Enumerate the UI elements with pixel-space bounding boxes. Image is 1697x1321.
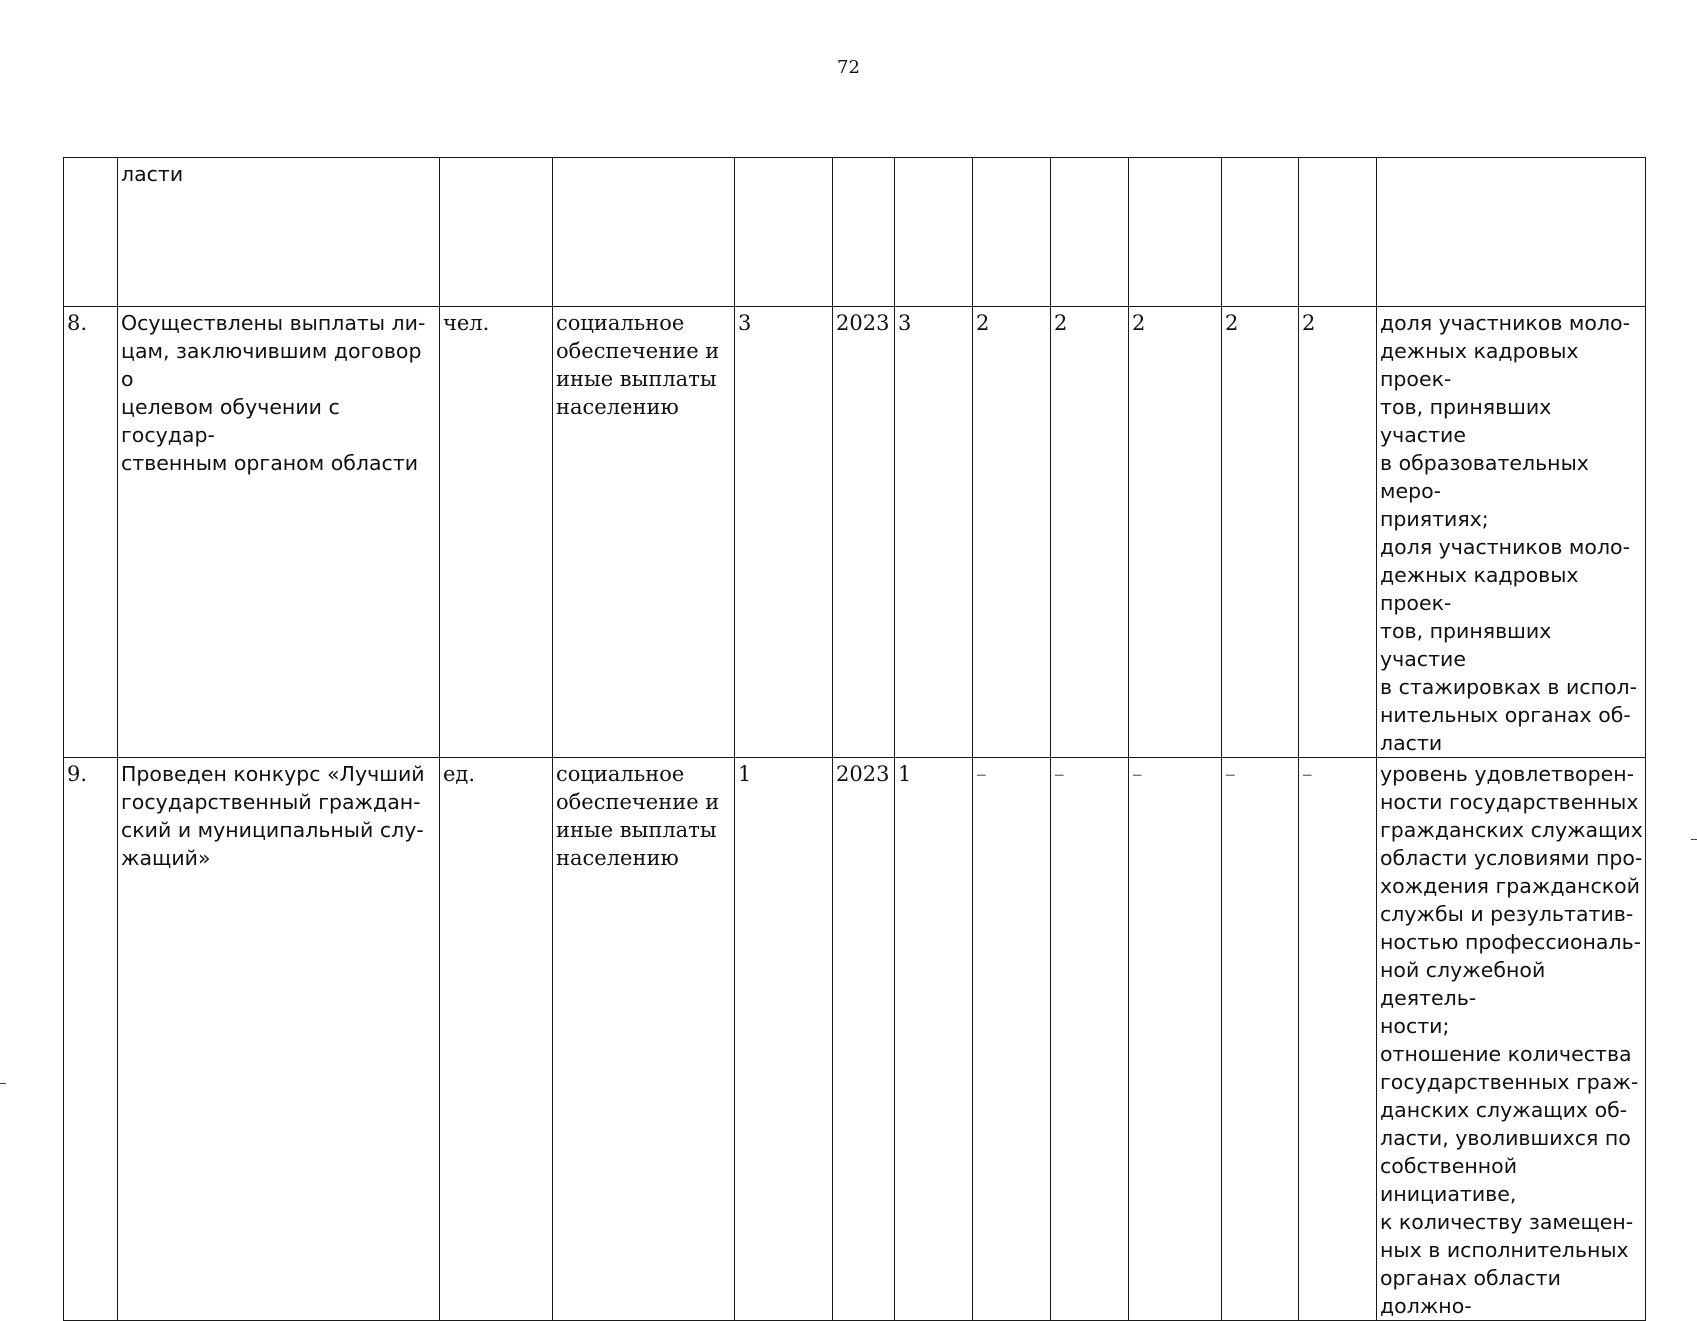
- expense-type-cell: социальное обеспечение и иные выплаты населению: [553, 758, 735, 1321]
- value-cell-5: 2: [1222, 307, 1299, 758]
- base-value-cell: [735, 158, 833, 307]
- value-cell-1: 1: [895, 758, 973, 1321]
- value-cell-5: –: [1222, 758, 1299, 1321]
- table-row-continuation: [64, 158, 1646, 307]
- value-cell-6: [1299, 158, 1377, 307]
- value-cell-2: [973, 158, 1051, 307]
- value-cell-2: 2: [973, 307, 1051, 758]
- value-cell-6: 2: [1299, 307, 1377, 758]
- program-table: [63, 157, 1646, 1321]
- base-year-cell: 2023: [833, 307, 895, 758]
- base-year-cell: [833, 158, 895, 307]
- unit-cell: ед.: [440, 758, 553, 1321]
- unit-cell: [440, 158, 553, 307]
- linked-indicator-cell: доля участников моло- дежных кадровых проек- тов, принявших участие в образовательных меро- приятиях; доля участников моло- дежных кадровых проек- тов, принявших участие в стажировках в испол- нительных органах об- ласти: [1377, 307, 1646, 758]
- value-cell-3: –: [1051, 758, 1129, 1321]
- unit-cell: чел.: [440, 307, 553, 758]
- table-row-8: [64, 307, 1646, 758]
- base-year-cell: 2023: [833, 758, 895, 1321]
- event-description-cell: ласти: [118, 158, 440, 307]
- value-cell-3: 2: [1051, 307, 1129, 758]
- value-cell-4: [1129, 158, 1222, 307]
- value-cell-5: [1222, 158, 1299, 307]
- table-row-9: [64, 758, 1646, 1321]
- page-number: 72: [837, 57, 860, 78]
- row-number-cell: 8.: [64, 307, 118, 758]
- value-cell-4: 2: [1129, 307, 1222, 758]
- scan-edge-mark-left: [0, 1083, 6, 1084]
- row-number-cell: [64, 158, 118, 307]
- row-number-cell: 9.: [64, 758, 118, 1321]
- value-cell-2: –: [973, 758, 1051, 1321]
- value-cell-6: –: [1299, 758, 1377, 1321]
- linked-indicator-cell: [1377, 158, 1646, 307]
- expense-type-cell: [553, 158, 735, 307]
- value-cell-3: [1051, 158, 1129, 307]
- event-description-cell: Проведен конкурс «Лучший государственный граждан- ский и муниципальный слу- жащий»: [118, 758, 440, 1321]
- event-description-cell: Осуществлены выплаты ли- цам, заключившим договор о целевом обучении с государ- ственным органом области: [118, 307, 440, 758]
- value-cell-1: [895, 158, 973, 307]
- value-cell-4: –: [1129, 758, 1222, 1321]
- scan-edge-mark-right: [1691, 839, 1697, 840]
- linked-indicator-cell: уровень удовлетворен- ности государственных гражданских служащих области условиями про- хождения гражданской службы и результатив- ностью профессиональ- ной служебной деятель- ности; отношение количества государственных граж- данских служащих об- ласти, уволившихся по собственной инициативе, к количеству замещен- ных в исполнительных органах области должно-: [1377, 758, 1646, 1321]
- value-cell-1: 3: [895, 307, 973, 758]
- expense-type-cell: социальное обеспечение и иные выплаты населению: [553, 307, 735, 758]
- base-value-cell: 1: [735, 758, 833, 1321]
- base-value-cell: 3: [735, 307, 833, 758]
